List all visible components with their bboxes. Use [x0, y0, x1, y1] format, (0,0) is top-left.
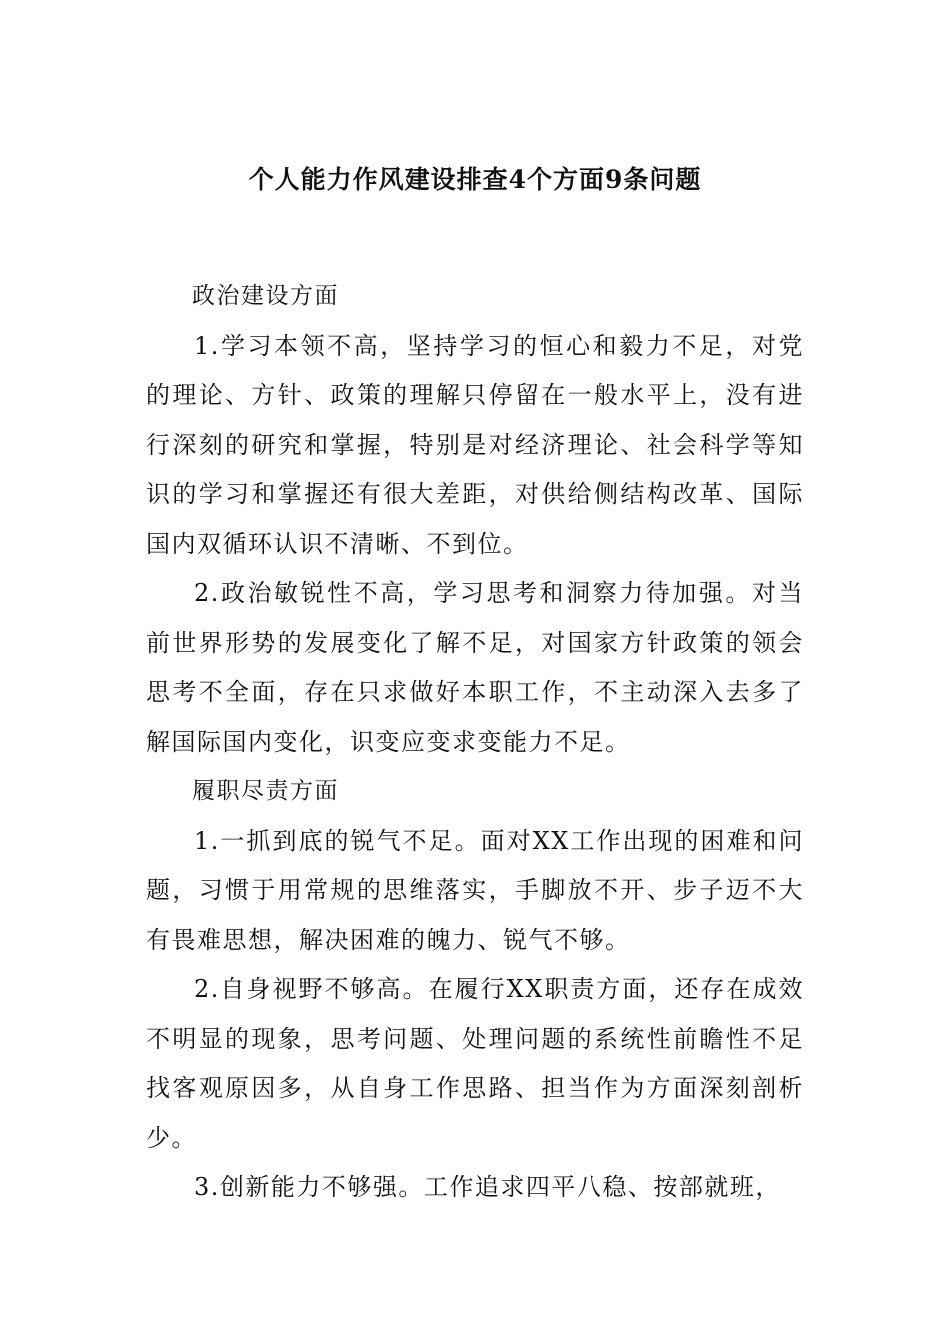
paragraph: 1.学习本领不高，坚持学习的恒心和毅力不足，对党的理论、方针、政策的理解只停留在一般水平上，没有进行深刻的研究和掌握，特别是对经济理论、社会科学等知识的学习和掌握还有很大差距，对供给侧结构改革、国际国内双循环认识不清晰、不到位。: [146, 331, 804, 558]
document-body: [146, 272, 804, 1213]
section-heading-duty: 履职尽责方面: [192, 778, 339, 804]
paragraph: 2.政治敏锐性不高，学习思考和洞察力待加强。对当前世界形势的发展变化了解不足，对国家方针政策的领会思考不全面，存在只求做好本职工作，不主动深入去多了解国际国内变化，识变应变求变能力不足。: [146, 579, 804, 756]
paragraph: 3.创新能力不够强。工作追求四平八稳、按部就班，: [194, 1173, 781, 1201]
section-heading-political: 政治建设方面: [192, 283, 339, 309]
paragraph: 2.自身视野不够高。在履行XX职责方面，还存在成效不明显的现象，思考问题、处理问题的系统性前瞻性不足找客观原因多，从自身工作思路、担当作为方面深刻剖析少。: [146, 975, 804, 1152]
document-title: 个人能力作风建设排查4个方面9条问题: [248, 165, 702, 194]
paragraph: 1.一抓到底的锐气不足。面对XX工作出现的困难和问题，习惯于用常规的思维落实，手脚放不开、步子迈不大有畏难思想，解决困难的魄力、锐气不够。: [146, 826, 804, 954]
